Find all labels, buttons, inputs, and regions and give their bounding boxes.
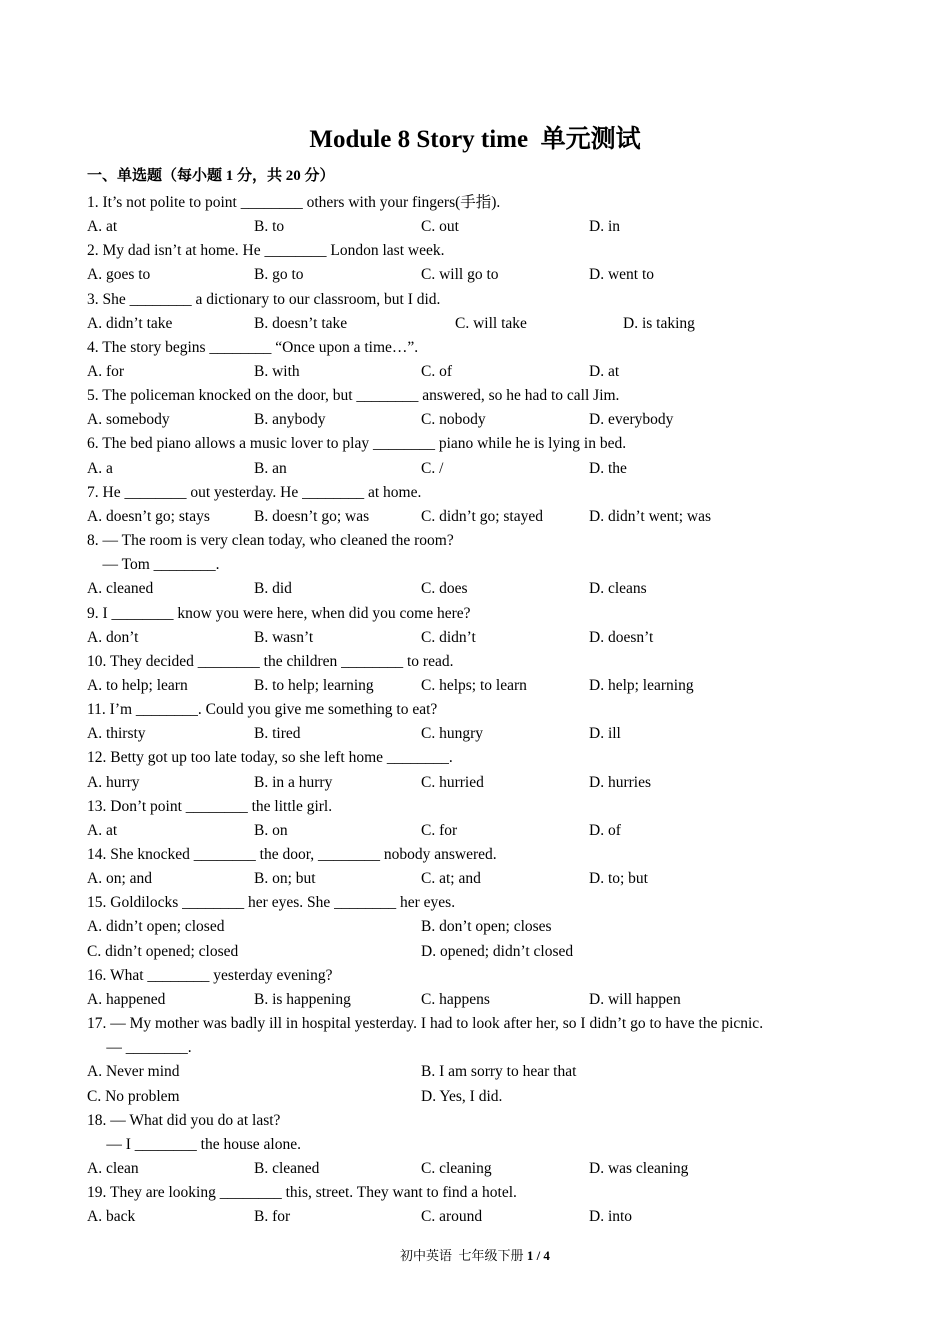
question-16-stem: 16. What ________ yesterday evening?	[87, 967, 333, 984]
question-4-option: C. of	[421, 363, 452, 380]
question-4-stem: 4. The story begins ________ “Once upon a time…”.	[87, 339, 419, 356]
question-3-option: B. doesn’t take	[254, 315, 348, 332]
question-9-option: B. wasn’t	[254, 629, 314, 646]
question-19-option: B. for	[254, 1208, 291, 1225]
question-3-option: C. will take	[455, 315, 527, 332]
question-10-option: C. helps; to learn	[421, 677, 527, 694]
question-17-option: B. I am sorry to hear that	[421, 1063, 577, 1080]
question-12-option: A. hurry	[87, 774, 140, 791]
question-8-option: A. cleaned	[87, 580, 154, 597]
question-17-option: A. Never mind	[87, 1063, 180, 1080]
question-1-option: A. at	[87, 218, 118, 235]
question-12-option: B. in a hurry	[254, 774, 333, 791]
question-8-stem: 8. — The room is very clean today, who cleaned the room?	[87, 532, 454, 549]
question-13-option: D. of	[589, 822, 621, 839]
question-6-option: B. an	[254, 460, 287, 477]
question-8-option: B. did	[254, 580, 292, 597]
question-10-option: D. help; learning	[589, 677, 694, 694]
question-6-option: D. the	[589, 460, 627, 477]
question-12-option: D. hurries	[589, 774, 651, 791]
question-19-stem: 19. They are looking ________ this, street. They want to find a hotel.	[87, 1184, 517, 1201]
question-7-option: C. didn’t go; stayed	[421, 508, 543, 525]
question-17-option: C. No problem	[87, 1088, 180, 1105]
question-1-option: B. to	[254, 218, 285, 235]
question-2-option: D. went to	[589, 266, 655, 283]
question-1-option: C. out	[421, 218, 459, 235]
page-title: Module 8 Story time 单元测试	[309, 126, 641, 153]
question-15-option: A. didn’t open; closed	[87, 918, 225, 935]
question-8-option: C. does	[421, 580, 468, 597]
question-3-stem: 3. She ________ a dictionary to our classroom, but I did.	[87, 291, 441, 308]
footer-text: 初中英语 七年级下册	[400, 1248, 527, 1263]
question-4-option: D. at	[589, 363, 620, 380]
question-18-stem: 18. — What did you do at last?	[87, 1112, 281, 1129]
page-number: 1 / 4	[526, 1248, 550, 1263]
section-heading: 一、单选题（每小题 1 分，共 20 分）	[87, 168, 335, 184]
question-17-option: D. Yes, I did.	[421, 1088, 503, 1105]
question-14-stem: 14. She knocked ________ the door, ________ nobody answered.	[87, 846, 497, 863]
question-7-option: B. doesn’t go; was	[254, 508, 370, 525]
question-6-option: A. a	[87, 460, 113, 477]
question-6-option: C. /	[421, 460, 444, 477]
question-17-stem: — ________.	[87, 1039, 192, 1056]
question-14-option: A. on; and	[87, 870, 153, 887]
question-2-stem: 2. My dad isn’t at home. He ________ London last week.	[87, 242, 445, 259]
question-16-option: D. will happen	[589, 991, 681, 1008]
question-16-option: B. is happening	[254, 991, 351, 1008]
question-2-option: B. go to	[254, 266, 304, 283]
question-3-option: A. didn’t take	[87, 315, 173, 332]
question-4-option: A. for	[87, 363, 125, 380]
question-6-stem: 6. The bed piano allows a music lover to play ________ piano while he is lying in bed.	[87, 435, 627, 452]
question-2-option: C. will go to	[421, 266, 499, 283]
question-10-option: A. to help; learn	[87, 677, 188, 694]
question-15-option: B. don’t open; closes	[421, 918, 552, 935]
question-13-option: C. for	[421, 822, 458, 839]
question-18-option: C. cleaning	[421, 1160, 492, 1177]
question-5-stem: 5. The policeman knocked on the door, but ________ answered, so he had to call Jim.	[87, 387, 620, 404]
question-16-option: C. happens	[421, 991, 490, 1008]
question-11-option: D. ill	[589, 725, 621, 742]
question-18-stem: — I ________ the house alone.	[87, 1136, 301, 1153]
question-5-option: D. everybody	[589, 411, 674, 428]
question-8-option: D. cleans	[589, 580, 647, 597]
question-7-option: A. doesn’t go; stays	[87, 508, 210, 525]
question-13-option: B. on	[254, 822, 288, 839]
question-2-option: A. goes to	[87, 266, 151, 283]
question-14-option: D. to; but	[589, 870, 648, 887]
question-12-stem: 12. Betty got up too late today, so she left home ________.	[87, 749, 453, 766]
question-15-option: D. opened; didn’t closed	[421, 943, 574, 960]
question-5-option: B. anybody	[254, 411, 326, 428]
question-8-stem: — Tom ________.	[87, 556, 220, 573]
question-9-option: C. didn’t	[421, 629, 476, 646]
page-footer	[0, 1246, 950, 1266]
question-11-option: B. tired	[254, 725, 301, 742]
question-13-stem: 13. Don’t point ________ the little girl.	[87, 798, 333, 815]
question-1-stem: 1. It’s not polite to point ________ others with your fingers(手指).	[87, 194, 501, 211]
question-11-option: A. thirsty	[87, 725, 146, 742]
question-5-option: C. nobody	[421, 411, 486, 428]
question-7-stem: 7. He ________ out yesterday. He ________ at home.	[87, 484, 422, 501]
question-11-option: C. hungry	[421, 725, 483, 742]
question-18-option: B. cleaned	[254, 1160, 320, 1177]
question-12-option: C. hurried	[421, 774, 484, 791]
question-11-stem: 11. I’m ________. Could you give me something to eat?	[87, 701, 438, 718]
question-16-option: A. happened	[87, 991, 166, 1008]
question-3-option: D. is taking	[623, 315, 695, 332]
question-9-option: D. doesn’t	[589, 629, 654, 646]
question-14-option: C. at; and	[421, 870, 481, 887]
question-15-stem: 15. Goldilocks ________ her eyes. She ________ her eyes.	[87, 894, 456, 911]
question-19-option: A. back	[87, 1208, 136, 1225]
question-7-option: D. didn’t went; was	[589, 508, 711, 525]
question-10-option: B. to help; learning	[254, 677, 374, 694]
question-13-option: A. at	[87, 822, 118, 839]
question-9-option: A. don’t	[87, 629, 139, 646]
question-17-stem: 17. — My mother was badly ill in hospital yesterday. I had to look after her, so I didn’t go to have the picnic.	[87, 1015, 764, 1032]
question-4-option: B. with	[254, 363, 300, 380]
question-1-option: D. in	[589, 218, 620, 235]
question-19-option: C. around	[421, 1208, 483, 1225]
question-5-option: A. somebody	[87, 411, 170, 428]
question-19-option: D. into	[589, 1208, 633, 1225]
question-10-stem: 10. They decided ________ the children ________ to read.	[87, 653, 454, 670]
question-9-stem: 9. I ________ know you were here, when did you come here?	[87, 605, 471, 622]
question-14-option: B. on; but	[254, 870, 316, 887]
question-18-option: A. clean	[87, 1160, 139, 1177]
question-18-option: D. was cleaning	[589, 1160, 689, 1177]
question-15-option: C. didn’t opened; closed	[87, 943, 239, 960]
